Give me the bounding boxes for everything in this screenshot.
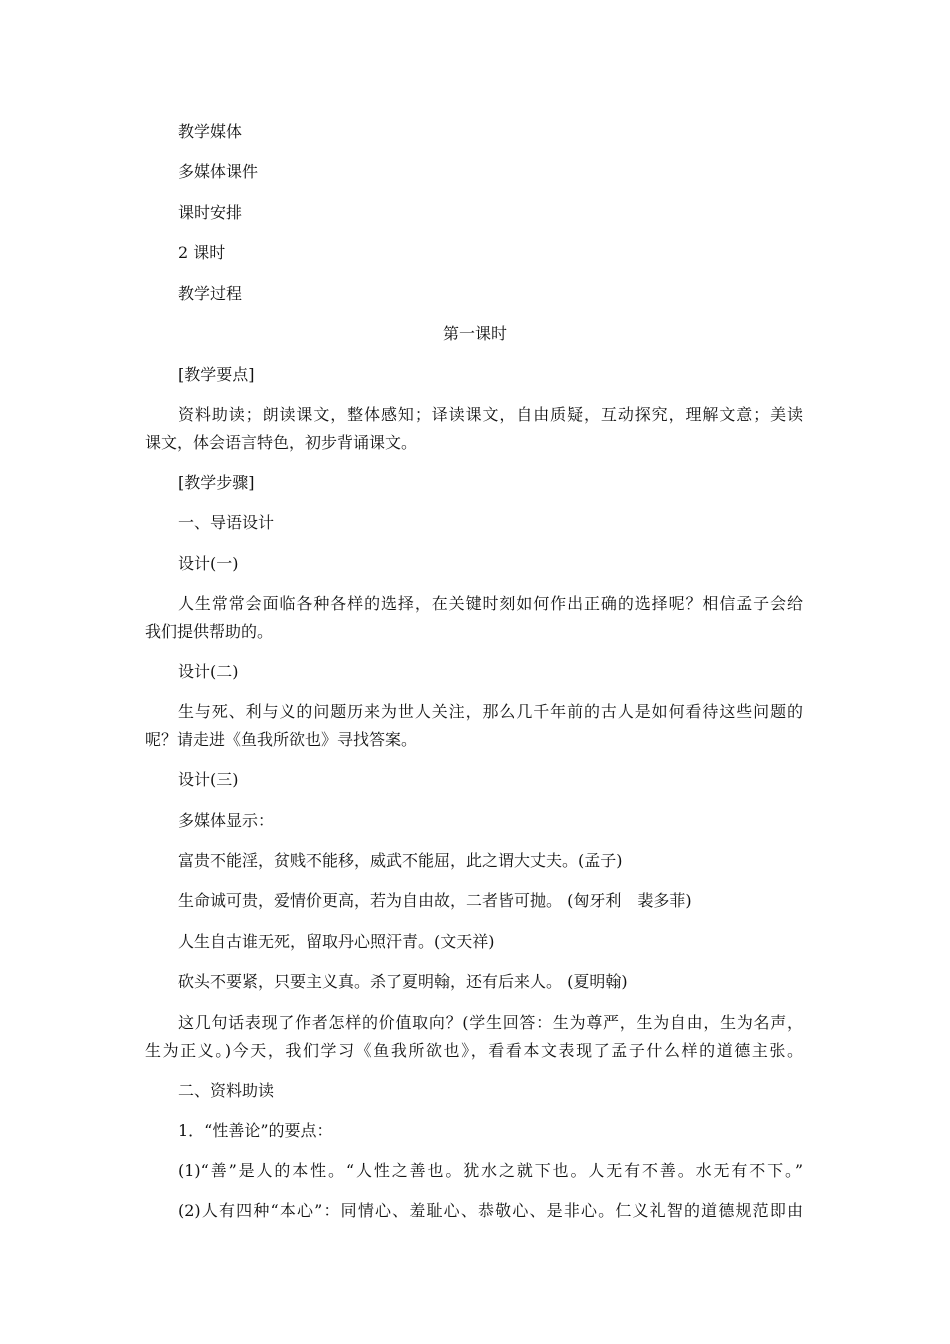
- list-item-four-hearts: (2)人有四种“本心”：同情心、羞耻心、恭敬心、是非心。仁义礼智的道德规范即由: [178, 1201, 803, 1220]
- heading-background-reading: 二、资料助读: [178, 1081, 275, 1100]
- heading-intro-design: 一、导语设计: [178, 513, 275, 532]
- heading-class-schedule: 课时安排: [178, 203, 243, 222]
- list-item-theory-points: 1．“性善论”的要点：: [178, 1121, 333, 1140]
- paragraph-key-points-line1: 资料助读；朗读课文，整体感知；译读课文，自由质疑，互动探究，理解文意；美读: [178, 405, 803, 424]
- quote-wen-tianxiang: 人生自古谁无死，留取丹心照汗青。(文天祥): [178, 932, 495, 951]
- heading-key-points: [教学要点]: [178, 365, 255, 384]
- paragraph-key-points-line2: 课文，体会语言特色，初步背诵课文。: [145, 433, 418, 452]
- quote-petofi: 生命诚可贵，爱情价更高，若为自由故，二者皆可抛。 (匈牙利 裴多菲): [178, 891, 692, 910]
- quote-mencius: 富贵不能淫，贫贱不能移，威武不能屈，此之谓大丈夫。(孟子): [178, 851, 623, 870]
- paragraph-design-2-line1: 生与死、利与义的问题历来为世人关注，那么几千年前的古人是如何看待这些问题的: [178, 702, 803, 721]
- section-title-first-period: 第一课时: [442, 324, 507, 343]
- paragraph-design-1-line2: 我们提供帮助的。: [145, 622, 274, 641]
- paragraph-design-1-line1: 人生常常会面临各种各样的选择，在关键时刻如何作出正确的选择呢？相信孟子会给: [178, 594, 803, 613]
- heading-teaching-media: 教学媒体: [178, 122, 243, 141]
- paragraph-values-line2: 生为正义。)今天，我们学习《鱼我所欲也》，看看本文表现了孟子什么样的道德主张。: [145, 1041, 803, 1060]
- text-multimedia-courseware: 多媒体课件: [178, 162, 259, 181]
- text-two-periods: 2 课时: [178, 243, 226, 262]
- heading-teaching-process: 教学过程: [178, 284, 243, 303]
- list-item-goodness-nature: (1)“善”是人的本性。“人性之善也。犹水之就下也。人无有不善。水无有不下。”: [178, 1161, 803, 1180]
- subheading-design-2: 设计(二): [178, 662, 239, 681]
- subheading-design-3: 设计(三): [178, 770, 239, 789]
- text-multimedia-display: 多媒体显示：: [178, 811, 275, 830]
- heading-teaching-steps: [教学步骤]: [178, 473, 255, 492]
- paragraph-values-line1: 这几句话表现了作者怎样的价值取向？(学生回答：生为尊严，生为自由，生为名声，: [178, 1013, 803, 1032]
- paragraph-design-2-line2: 呢？请走进《鱼我所欲也》寻找答案。: [145, 730, 418, 749]
- quote-xia-minghan: 砍头不要紧，只要主义真。杀了夏明翰，还有后来人。 (夏明翰): [178, 972, 628, 991]
- subheading-design-1: 设计(一): [178, 554, 239, 573]
